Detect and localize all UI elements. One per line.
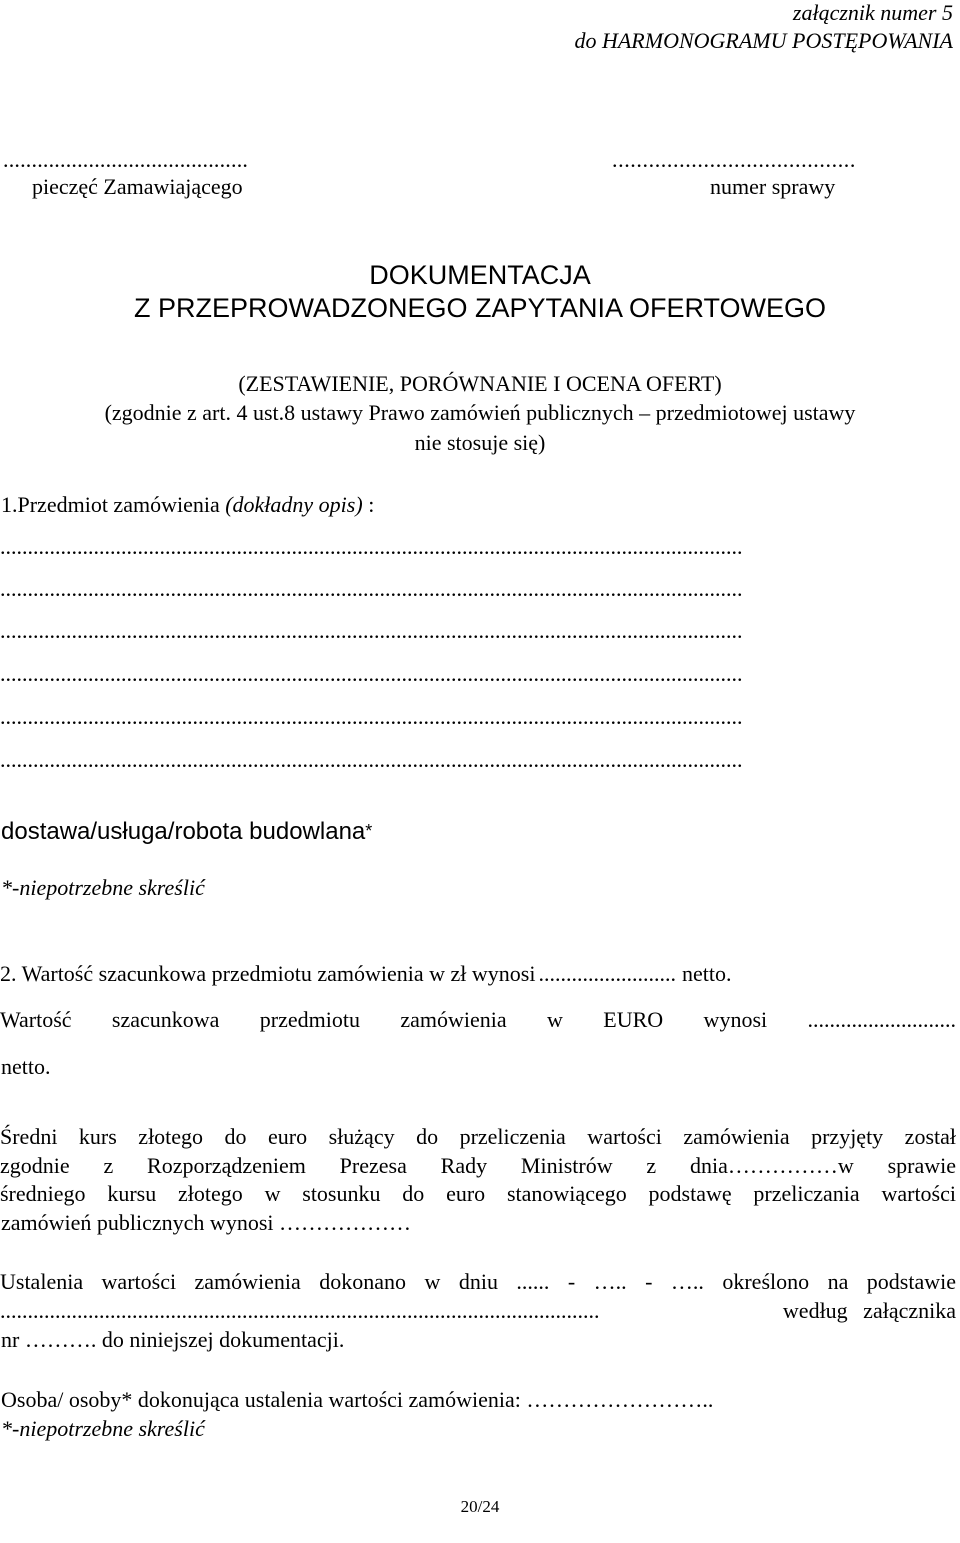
exchange-rate-line3: średniego kursu złotego w stosunku do euro stanowiącego podstawę przeliczania wartości (0, 1181, 956, 1206)
exchange-rate-line1: Średni kurs złotego do euro służący do przeliczenia wartości zamówienia przyjęty został (0, 1124, 956, 1149)
estimated-value-eur (0, 1007, 956, 1033)
description-line[interactable]: ....................................................................................................................................... (0, 619, 743, 643)
determination-basis-dots[interactable]: ............................................................................................................. (0, 1298, 600, 1323)
document-title: DOKUMENTACJA (369, 260, 591, 290)
order-type-text: dostawa/usługa/robota budowlana (1, 818, 366, 845)
stamp-label: pieczęć Zamawiającego (32, 174, 243, 199)
persons-strike-note: *-niepotrzebne skreślić (1, 1416, 205, 1441)
responsible-persons: Osoba/ osoby* dokonująca ustalenia wartości zamówienia: …………………….. (1, 1387, 714, 1412)
estimated-value-eur-net: netto. (1, 1054, 51, 1079)
exchange-rate-line4: zamówień publicznych wynosi ……………… (1, 1210, 411, 1235)
description-line[interactable]: ....................................................................................................................................... (0, 577, 743, 601)
description-line[interactable]: ....................................................................................................................................... (0, 705, 743, 729)
estimated-value-eur-text: Wartość szacunkowa przedmiotu zamówienia w EURO wynosi (0, 1007, 768, 1032)
estimated-value-pln (0, 961, 956, 987)
document-subtitle: (ZESTAWIENIE, PORÓWNANIE I OCENA OFERT) (238, 371, 722, 396)
subject-heading-detail: (dokładny opis) (225, 492, 363, 517)
page-number: 20/24 (460, 1497, 500, 1516)
stamp-dots: ........................................... (3, 147, 249, 172)
subject-heading-colon: : (362, 492, 375, 517)
estimated-value-pln-dots[interactable]: ......................... (538, 961, 676, 986)
description-line[interactable]: ....................................................................................................................................... (0, 535, 743, 559)
determination-annex: według załącznika (782, 1298, 956, 1323)
order-type-star: * (365, 821, 373, 841)
determination-line2 (0, 1298, 956, 1324)
exchange-rate-line2: zgodnie z Rozporządzeniem Prezesa Rady Ministrów z dnia……………w sprawie (0, 1153, 956, 1178)
description-line[interactable]: ....................................................................................................................................... (0, 748, 743, 772)
legal-basis-line1: (zgodnie z art. 4 ust.8 ustawy Prawo zamówień publicznych – przedmiotowej ustawy (104, 400, 856, 425)
subject-heading-main: 1.Przedmiot zamówienia (1, 492, 226, 517)
subject-heading (1, 492, 374, 518)
document-title-line2: Z PRZEPROWADZONEGO ZAPYTANIA OFERTOWEGO (133, 293, 827, 323)
case-number-dots: ........................................ (612, 147, 856, 172)
estimated-value-pln-text: 2. Wartość szacunkowa przedmiotu zamówienia w zł wynosi (0, 961, 536, 986)
determination-line3: nr ………. do niniejszej dokumentacji. (1, 1327, 345, 1352)
description-line[interactable]: ....................................................................................................................................... (0, 662, 743, 686)
header-attachment-number: załącznik numer 5 (792, 0, 953, 25)
header-schedule-reference: do HARMONOGRAMU POSTĘPOWANIA (574, 28, 953, 53)
legal-basis-line2: nie stosuje się) (414, 430, 546, 455)
order-type (1, 818, 372, 846)
determination-line1: Ustalenia wartości zamówienia dokonano w dniu ...... - ….. - ….. określono na podstawie (0, 1269, 956, 1294)
strike-note: *-niepotrzebne skreślić (1, 875, 205, 900)
estimated-value-eur-dots[interactable]: ........................... (807, 1007, 957, 1032)
case-number-label: numer sprawy (710, 174, 836, 199)
estimated-value-pln-net: netto. (681, 961, 732, 986)
